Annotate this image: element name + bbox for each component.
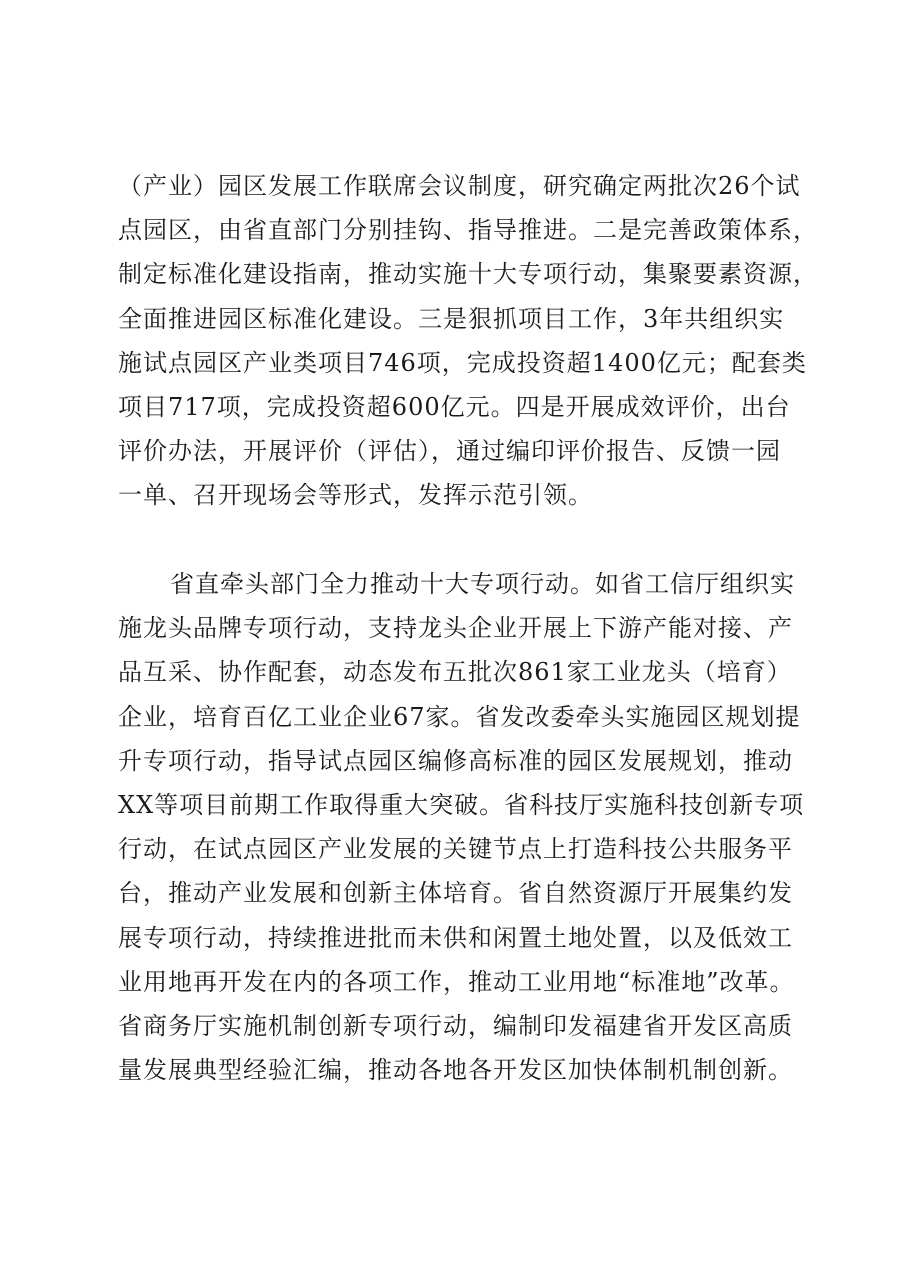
- text-line: 企业，培育百亿工业企业67家。省发改委牵头实施园区规划提: [118, 702, 801, 731]
- paragraph-2: [118, 562, 808, 1092]
- text-line: （产业）园区发展工作联席会议制度，研究确定两批次26个试: [118, 172, 801, 200]
- text-line: 项目717项，完成投资超600亿元。四是开展成效评价，出台: [118, 392, 791, 421]
- text-line: 省商务厅实施机制创新专项行动，编制印发福建省开发区高质: [118, 1011, 793, 1040]
- text-line: 施龙头品牌专项行动，支持龙头企业开展上下游产能对接、产: [118, 614, 793, 643]
- text-line: 升专项行动，指导试点园区编修高标准的园区发展规划，推动: [118, 746, 793, 775]
- text-line: XX等项目前期工作取得重大突破。省科技厅实施科技创新专项: [118, 790, 805, 819]
- paragraph-1: [118, 164, 818, 518]
- text-line: 行动，在试点园区产业发展的关键节点上打造科技公共服务平: [118, 835, 793, 864]
- text-line: 一单、召开现场会等形式，发挥示范引领。: [118, 481, 593, 510]
- text-line: 台，推动产业发展和创新主体培育。省自然资源厅开展集约发: [118, 879, 793, 908]
- text-line: 评价办法，开展评价（评估），通过编印评价报告、反馈一园: [118, 437, 781, 466]
- text-line: 制定标准化建设指南，推动实施十大专项行动，集聚要素资源，: [118, 260, 818, 289]
- text-line: 施试点园区产业类项目746项，完成投资超1400亿元；配套类: [118, 348, 807, 377]
- text-line: 品互采、协作配套，动态发布五批次861家工业龙头（培育）: [118, 658, 792, 687]
- text-line: 量发展典型经验汇编，推动各地各开发区加快体制机制创新。: [118, 1056, 793, 1085]
- text-line: 展专项行动，持续推进批而未供和闲置土地处置，以及低效工: [118, 923, 793, 952]
- text-line: 省直牵头部门全力推动十大专项行动。如省工信厅组织实: [170, 570, 795, 598]
- text-line: 全面推进园区标准化建设。三是狠抓项目工作，3年共组织实: [118, 304, 785, 333]
- text-line: 点园区，由省直部门分别挂钩、指导推进。二是完善政策体系，: [118, 216, 818, 245]
- text-line: 业用地再开发在内的各项工作，推动工业用地“标准地”改革。: [118, 967, 795, 996]
